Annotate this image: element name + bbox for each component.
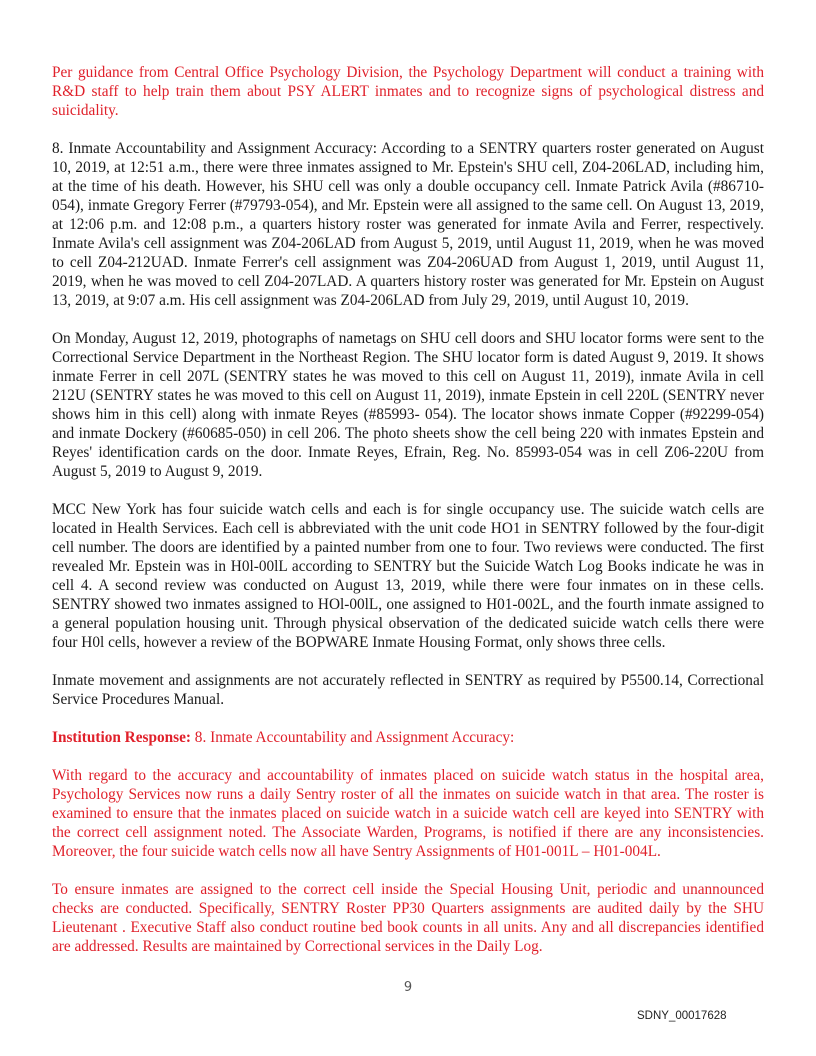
response-shu-checks-paragraph: To ensure inmates are assigned to the correct cell inside the Special Housing Unit, periodic and unannounced checks are conducted. Specifically, SENTRY Roster PP30 Quarters assignments are audited daily by the SHU Lieutenant . Executive Staff also conduct routine bed book counts in all units. Any and all discrepancies identified are addressed. Results are maintained by Correctional services in the Daily Log.: [52, 881, 764, 955]
suicide-watch-cells-paragraph: MCC New York has four suicide watch cells and each is for single occupancy use. The suicide watch cells are located in Health Services. Each cell is abbreviated with the unit code HO1 in SENTRY followed by the four-digit cell number. The doors are identified by a painted number from one to four. Two reviews were conducted. The first revealed Mr. Epstein was in H0l-00lL according to SENTRY but the Suicide Watch Log Books indicate he was in cell 4. A second review was conducted on August 13, 2019, while there were four inmates on in these cells. SENTRY showed two inmates assigned to HOl-00lL, one assigned to H01-002L, and the fourth inmate assigned to a general population housing unit. Through physical observation of the dedicated suicide watch cells there were four H0l cells, however a review of the BOPWARE Inmate Housing Format, only shows three cells.: [52, 501, 764, 651]
psychology-training-paragraph: Per guidance from Central Office Psychology Division, the Psychology Department will conduct a training with R&D staff to help train them about PSY ALERT inmates and to recognize signs of psychological distress and suicidality.: [52, 64, 764, 119]
response-suicide-watch-paragraph: With regard to the accuracy and accountability of inmates placed on suicide watch status in the hospital area, Psychology Services now runs a daily Sentry roster of all the inmates on suicide watch in that area. The roster is examined to ensure that the inmates placed on suicide watch in a suicide watch cell are keyed into SENTRY with the correct cell assignment noted. The Associate Warden, Programs, is notified if there are any inconsistencies. Moreover, the four suicide watch cells now all have Sentry Assignments of H01-001L – H01-004L.: [52, 767, 764, 860]
institution-response-heading: [52, 728, 764, 747]
finding-8-paragraph: 8. Inmate Accountability and Assignment Accuracy: According to a SENTRY quarters roster generated on August 10, 2019, at 12:51 a.m., there were three inmates assigned to Mr. Epstein's SHU cell, Z04-206LAD, including him, at the time of his death. However, his SHU cell was only a double occupancy cell. Inmate Patrick Avila (#86710-054), inmate Gregory Ferrer (#79793-054), and Mr. Epstein were all assigned to the same cell. On August 13, 2019, at 12:06 p.m. and 12:08 p.m., a quarters history roster was generated for inmate Avila and Ferrer, respectively. Inmate Avila's cell assignment was Z04-206LAD from August 5, 2019, until August 11, 2019, when he was moved to cell Z04-212UAD. Inmate Ferrer's cell assignment was Z04-206UAD from August 1, 2019, until August 11, 2019, when he was moved to cell Z04-207LAD. A quarters history roster was generated for Mr. Epstein on August 13, 2019, at 9:07 a.m. His cell assignment was Z04-206LAD from July 29, 2019, until August 10, 2019.: [52, 140, 764, 309]
institution-response-label: Institution Response:: [52, 729, 191, 746]
page-number: 9: [403, 980, 413, 995]
document-page: [52, 63, 764, 975]
shu-locator-paragraph: On Monday, August 12, 2019, photographs of nametags on SHU cell doors and SHU locator forms were sent to the Correctional Service Department in the Northeast Region. The SHU locator form is dated August 9, 2019. It shows inmate Ferrer in cell 207L (SENTRY states he was moved to this cell on August 11, 2019), inmate Avila in cell 212U (SENTRY states he was moved to this cell on August 11, 2019), inmate Epstein in cell 220L (SENTRY never shows him in this cell) along with inmate Reyes (#85993- 054). The locator shows inmate Copper (#92299-054) and inmate Dockery (#60685-050) in cell 206. The photo sheets show the cell being 220 with inmates Epstein and Reyes' identification cards on the door. Inmate Reyes, Efrain, Reg. No. 85993-054 was in cell Z06-220U from August 5, 2019 to August 9, 2019.: [52, 330, 764, 480]
bates-number: SDNY_00017628: [637, 1010, 727, 1022]
sentry-conclusion-paragraph: Inmate movement and assignments are not accurately reflected in SENTRY as required by P5500.14, Correctional Service Procedures Manual.: [52, 672, 764, 708]
institution-response-topic: 8. Inmate Accountability and Assignment Accuracy:: [190, 729, 515, 746]
